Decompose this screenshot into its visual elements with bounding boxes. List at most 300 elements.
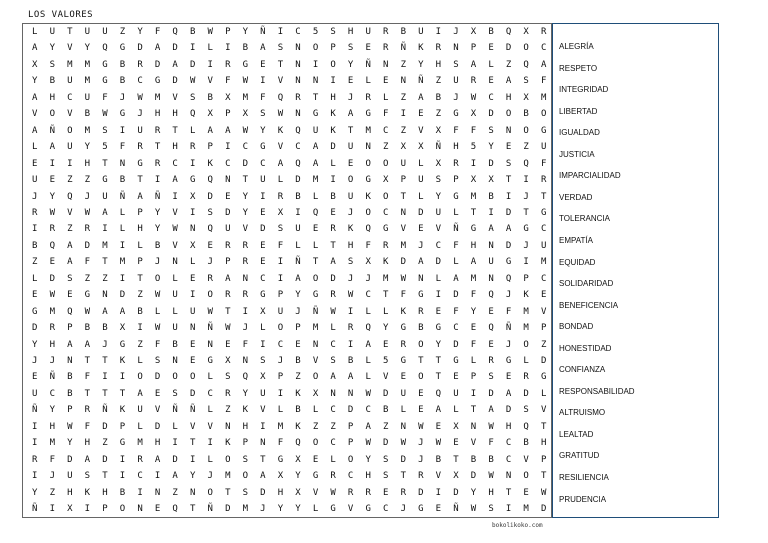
grid-letter[interactable]: R: [32, 454, 38, 465]
grid-letter[interactable]: U: [67, 142, 73, 153]
grid-letter[interactable]: C: [540, 273, 547, 284]
grid-letter[interactable]: Ñ: [49, 372, 55, 383]
grid-letter[interactable]: F: [453, 240, 459, 251]
grid-letter[interactable]: O: [137, 372, 143, 383]
grid-letter[interactable]: S: [207, 207, 213, 218]
grid-letter[interactable]: N: [505, 471, 512, 482]
grid-letter[interactable]: N: [488, 240, 494, 251]
grid-letter[interactable]: G: [102, 76, 108, 87]
grid-letter[interactable]: G: [277, 454, 284, 465]
grid-letter[interactable]: F: [470, 290, 477, 301]
grid-letter[interactable]: H: [347, 27, 354, 37]
grid-letter[interactable]: N: [400, 76, 406, 87]
grid-letter[interactable]: X: [453, 421, 459, 432]
grid-letter[interactable]: D: [505, 405, 512, 416]
grid-letter[interactable]: L: [189, 257, 196, 268]
grid-letter[interactable]: O: [347, 454, 354, 465]
grid-letter[interactable]: M: [242, 504, 249, 515]
grid-letter[interactable]: A: [32, 125, 38, 136]
grid-letter[interactable]: Z: [400, 92, 406, 103]
grid-letter[interactable]: B: [84, 109, 91, 120]
grid-letter[interactable]: N: [242, 273, 249, 284]
grid-letter[interactable]: A: [365, 339, 371, 350]
grid-letter[interactable]: T: [347, 125, 354, 136]
grid-letter[interactable]: 5: [383, 356, 389, 366]
grid-letter[interactable]: T: [505, 487, 512, 498]
grid-letter[interactable]: Ñ: [295, 257, 301, 268]
grid-letter[interactable]: V: [540, 306, 547, 317]
grid-letter[interactable]: P: [540, 323, 547, 334]
grid-letter[interactable]: D: [119, 290, 126, 301]
grid-letter[interactable]: U: [225, 224, 231, 235]
grid-letter[interactable]: K: [119, 356, 126, 366]
grid-letter[interactable]: R: [540, 27, 547, 37]
grid-letter[interactable]: L: [365, 372, 371, 383]
grid-letter[interactable]: H: [49, 421, 55, 432]
grid-letter[interactable]: W: [67, 421, 73, 432]
grid-letter[interactable]: D: [488, 388, 494, 399]
grid-letter[interactable]: Q: [242, 372, 249, 383]
grid-letter[interactable]: T: [102, 388, 108, 399]
grid-letter[interactable]: Z: [312, 421, 319, 432]
grid-letter[interactable]: N: [418, 273, 424, 284]
grid-letter[interactable]: N: [453, 43, 459, 54]
grid-letter[interactable]: Z: [102, 438, 108, 449]
grid-letter[interactable]: A: [453, 273, 459, 284]
grid-letter[interactable]: J: [347, 273, 354, 284]
grid-letter[interactable]: A: [32, 43, 38, 54]
grid-letter[interactable]: F: [383, 109, 389, 120]
grid-letter[interactable]: G: [365, 175, 371, 186]
grid-letter[interactable]: Z: [137, 339, 143, 350]
grid-letter[interactable]: D: [400, 257, 406, 268]
grid-letter[interactable]: E: [418, 109, 424, 120]
grid-letter[interactable]: L: [277, 405, 284, 416]
grid-letter[interactable]: I: [505, 191, 512, 202]
grid-letter[interactable]: M: [523, 504, 529, 515]
grid-letter[interactable]: V: [470, 438, 477, 449]
grid-letter[interactable]: M: [312, 323, 319, 334]
grid-letter[interactable]: I: [32, 421, 38, 432]
grid-letter[interactable]: S: [330, 27, 336, 37]
grid-letter[interactable]: B: [435, 92, 442, 103]
grid-letter[interactable]: O: [365, 158, 371, 169]
grid-letter[interactable]: H: [84, 158, 91, 169]
grid-letter[interactable]: J: [32, 191, 38, 202]
grid-letter[interactable]: L: [172, 306, 178, 317]
grid-letter[interactable]: E: [154, 388, 161, 399]
grid-letter[interactable]: O: [347, 175, 354, 186]
grid-letter[interactable]: U: [312, 125, 319, 136]
grid-letter[interactable]: M: [277, 421, 284, 432]
grid-letter[interactable]: V: [400, 224, 406, 235]
grid-letter[interactable]: Y: [470, 306, 477, 317]
grid-letter[interactable]: P: [119, 421, 126, 432]
grid-letter[interactable]: D: [418, 207, 424, 218]
grid-letter[interactable]: F: [365, 240, 371, 251]
grid-letter[interactable]: R: [383, 27, 389, 37]
grid-letter[interactable]: K: [84, 487, 91, 498]
grid-letter[interactable]: N: [330, 388, 336, 399]
grid-letter[interactable]: V: [260, 405, 266, 416]
grid-letter[interactable]: A: [207, 125, 213, 136]
grid-letter[interactable]: A: [172, 175, 178, 186]
grid-letter[interactable]: Y: [32, 487, 38, 498]
grid-letter[interactable]: R: [225, 388, 231, 399]
grid-letter[interactable]: T: [470, 405, 477, 416]
grid-letter[interactable]: I: [330, 175, 336, 186]
grid-letter[interactable]: C: [505, 454, 512, 465]
grid-letter[interactable]: E: [365, 43, 371, 54]
grid-letter[interactable]: Y: [347, 59, 354, 70]
grid-letter[interactable]: H: [435, 59, 442, 70]
grid-letter[interactable]: L: [172, 273, 178, 284]
grid-letter[interactable]: N: [119, 158, 126, 169]
grid-letter[interactable]: L: [470, 356, 477, 366]
grid-letter[interactable]: S: [172, 388, 178, 399]
grid-letter[interactable]: D: [225, 207, 231, 218]
grid-letter[interactable]: L: [207, 454, 213, 465]
grid-letter[interactable]: E: [418, 388, 424, 399]
grid-letter[interactable]: L: [32, 142, 38, 153]
grid-letter[interactable]: I: [277, 27, 284, 37]
grid-letter[interactable]: A: [32, 92, 38, 103]
grid-letter[interactable]: K: [119, 405, 126, 416]
grid-letter[interactable]: S: [277, 224, 284, 235]
grid-letter[interactable]: A: [418, 92, 424, 103]
grid-letter[interactable]: X: [295, 487, 301, 498]
grid-letter[interactable]: J: [49, 471, 55, 482]
grid-letter[interactable]: R: [295, 92, 301, 103]
grid-letter[interactable]: Y: [49, 191, 55, 202]
grid-letter[interactable]: E: [260, 257, 266, 268]
grid-letter[interactable]: S: [347, 43, 354, 54]
grid-letter[interactable]: U: [488, 257, 494, 268]
grid-letter[interactable]: F: [540, 158, 547, 169]
grid-letter[interactable]: V: [347, 504, 354, 515]
grid-letter[interactable]: I: [260, 191, 266, 202]
grid-letter[interactable]: S: [347, 257, 354, 268]
grid-letter[interactable]: L: [365, 356, 371, 366]
grid-letter[interactable]: F: [84, 421, 91, 432]
grid-letter[interactable]: H: [154, 438, 161, 449]
grid-letter[interactable]: Q: [189, 109, 196, 120]
grid-letter[interactable]: R: [242, 290, 249, 301]
grid-letter[interactable]: C: [260, 158, 266, 169]
grid-letter[interactable]: R: [400, 339, 406, 350]
grid-letter[interactable]: M: [154, 92, 161, 103]
grid-letter[interactable]: I: [189, 158, 196, 169]
grid-letter[interactable]: Y: [418, 59, 424, 70]
grid-letter[interactable]: U: [49, 27, 55, 37]
grid-letter[interactable]: V: [312, 356, 319, 366]
grid-letter[interactable]: R: [365, 92, 371, 103]
grid-letter[interactable]: L: [189, 125, 196, 136]
grid-letter[interactable]: X: [207, 109, 213, 120]
grid-letter[interactable]: W: [207, 27, 213, 37]
grid-letter[interactable]: R: [330, 471, 336, 482]
grid-letter[interactable]: B: [488, 191, 494, 202]
grid-letter[interactable]: E: [330, 207, 336, 218]
grid-letter[interactable]: F: [400, 290, 406, 301]
grid-letter[interactable]: R: [137, 142, 143, 153]
grid-letter[interactable]: L: [400, 405, 406, 416]
grid-letter[interactable]: C: [365, 290, 371, 301]
grid-letter[interactable]: H: [347, 240, 354, 251]
grid-letter[interactable]: H: [540, 438, 547, 449]
grid-letter[interactable]: W: [470, 504, 477, 515]
grid-letter[interactable]: H: [277, 487, 284, 498]
grid-letter[interactable]: E: [488, 43, 494, 54]
grid-letter[interactable]: Y: [365, 454, 371, 465]
grid-letter[interactable]: K: [365, 191, 371, 202]
grid-letter[interactable]: D: [102, 421, 108, 432]
grid-letter[interactable]: I: [154, 471, 161, 482]
grid-letter[interactable]: W: [330, 487, 336, 498]
grid-letter[interactable]: X: [189, 191, 196, 202]
grid-letter[interactable]: U: [540, 142, 547, 153]
grid-letter[interactable]: E: [505, 372, 512, 383]
grid-letter[interactable]: R: [32, 207, 38, 218]
grid-letter[interactable]: H: [453, 142, 459, 153]
grid-letter[interactable]: R: [383, 43, 389, 54]
grid-letter[interactable]: I: [470, 158, 477, 169]
grid-letter[interactable]: Ñ: [453, 224, 459, 235]
grid-letter[interactable]: W: [154, 290, 161, 301]
grid-letter[interactable]: R: [207, 273, 213, 284]
grid-letter[interactable]: U: [277, 306, 284, 317]
grid-letter[interactable]: T: [137, 175, 143, 186]
grid-letter[interactable]: N: [295, 76, 301, 87]
grid-letter[interactable]: W: [277, 109, 284, 120]
grid-letter[interactable]: S: [488, 504, 494, 515]
grid-letter[interactable]: K: [295, 421, 301, 432]
grid-letter[interactable]: Y: [242, 27, 249, 37]
grid-letter[interactable]: Y: [260, 125, 266, 136]
grid-letter[interactable]: D: [172, 43, 178, 54]
grid-letter[interactable]: G: [435, 323, 442, 334]
grid-letter[interactable]: G: [312, 109, 319, 120]
grid-letter[interactable]: P: [347, 421, 354, 432]
grid-letter[interactable]: M: [67, 59, 73, 70]
grid-letter[interactable]: H: [330, 92, 336, 103]
grid-letter[interactable]: V: [312, 487, 319, 498]
grid-letter[interactable]: Y: [435, 191, 442, 202]
grid-letter[interactable]: X: [260, 306, 266, 317]
grid-letter[interactable]: A: [172, 59, 178, 70]
grid-letter[interactable]: T: [67, 27, 73, 37]
grid-letter[interactable]: T: [470, 207, 477, 218]
grid-letter[interactable]: P: [67, 323, 73, 334]
grid-letter[interactable]: I: [435, 290, 442, 301]
grid-letter[interactable]: K: [330, 109, 336, 120]
grid-letter[interactable]: U: [67, 471, 73, 482]
grid-letter[interactable]: E: [207, 240, 213, 251]
grid-letter[interactable]: Ñ: [207, 323, 213, 334]
grid-letter[interactable]: Y: [295, 290, 301, 301]
grid-letter[interactable]: J: [207, 471, 213, 482]
grid-letter[interactable]: M: [540, 257, 547, 268]
grid-letter[interactable]: T: [102, 257, 108, 268]
grid-letter[interactable]: N: [470, 421, 477, 432]
grid-letter[interactable]: M: [540, 92, 547, 103]
grid-letter[interactable]: O: [523, 471, 529, 482]
grid-letter[interactable]: R: [383, 240, 389, 251]
grid-letter[interactable]: W: [400, 273, 406, 284]
grid-letter[interactable]: I: [119, 471, 126, 482]
grid-letter[interactable]: F: [470, 125, 477, 136]
grid-letter[interactable]: D: [49, 273, 55, 284]
grid-letter[interactable]: E: [312, 454, 319, 465]
grid-letter[interactable]: N: [400, 207, 406, 218]
grid-letter[interactable]: A: [277, 158, 284, 169]
grid-letter[interactable]: S: [189, 92, 196, 103]
grid-letter[interactable]: L: [295, 240, 301, 251]
grid-letter[interactable]: P: [277, 290, 284, 301]
grid-letter[interactable]: C: [347, 471, 354, 482]
grid-letter[interactable]: G: [84, 290, 91, 301]
grid-letter[interactable]: R: [225, 59, 231, 70]
grid-letter[interactable]: N: [172, 257, 178, 268]
grid-letter[interactable]: I: [67, 158, 73, 169]
grid-letter[interactable]: N: [67, 356, 73, 366]
grid-letter[interactable]: T: [505, 175, 512, 186]
grid-letter[interactable]: W: [189, 76, 196, 87]
grid-letter[interactable]: V: [540, 405, 547, 416]
grid-letter[interactable]: A: [540, 59, 547, 70]
grid-letter[interactable]: V: [418, 125, 424, 136]
grid-letter[interactable]: E: [189, 356, 196, 366]
grid-letter[interactable]: N: [189, 323, 196, 334]
grid-letter[interactable]: E: [49, 175, 55, 186]
grid-letter[interactable]: I: [505, 504, 512, 515]
grid-letter[interactable]: N: [400, 421, 406, 432]
grid-letter[interactable]: G: [418, 504, 424, 515]
grid-letter[interactable]: V: [523, 454, 529, 465]
grid-letter[interactable]: C: [540, 224, 547, 235]
grid-letter[interactable]: A: [102, 306, 108, 317]
grid-letter[interactable]: I: [32, 224, 38, 235]
grid-letter[interactable]: G: [453, 109, 459, 120]
grid-letter[interactable]: M: [470, 273, 477, 284]
grid-letter[interactable]: F: [84, 257, 91, 268]
grid-letter[interactable]: Y: [277, 504, 284, 515]
grid-letter[interactable]: Z: [84, 273, 91, 284]
grid-letter[interactable]: X: [435, 125, 442, 136]
grid-letter[interactable]: Y: [488, 142, 494, 153]
grid-letter[interactable]: M: [470, 191, 477, 202]
grid-letter[interactable]: B: [488, 454, 494, 465]
grid-letter[interactable]: X: [365, 257, 371, 268]
grid-letter[interactable]: Y: [32, 339, 38, 350]
grid-letter[interactable]: K: [225, 438, 231, 449]
grid-letter[interactable]: U: [32, 388, 38, 399]
grid-letter[interactable]: N: [137, 504, 143, 515]
grid-letter[interactable]: G: [207, 356, 213, 366]
grid-letter[interactable]: H: [137, 224, 143, 235]
grid-letter[interactable]: J: [277, 356, 284, 366]
grid-letter[interactable]: O: [383, 158, 389, 169]
grid-letter[interactable]: I: [154, 175, 161, 186]
grid-letter[interactable]: I: [189, 207, 196, 218]
grid-letter[interactable]: D: [225, 504, 231, 515]
grid-letter[interactable]: U: [189, 306, 196, 317]
grid-letter[interactable]: M: [84, 125, 91, 136]
grid-letter[interactable]: X: [189, 240, 196, 251]
grid-letter[interactable]: I: [225, 142, 231, 153]
grid-letter[interactable]: 5: [470, 142, 477, 153]
grid-letter[interactable]: U: [172, 323, 178, 334]
grid-letter[interactable]: H: [172, 109, 178, 120]
grid-letter[interactable]: W: [347, 290, 354, 301]
grid-letter[interactable]: O: [312, 43, 319, 54]
grid-letter[interactable]: P: [225, 109, 231, 120]
grid-letter[interactable]: H: [102, 487, 108, 498]
grid-letter[interactable]: M: [523, 306, 529, 317]
grid-letter[interactable]: G: [32, 306, 38, 317]
grid-letter[interactable]: P: [225, 257, 231, 268]
grid-letter[interactable]: R: [225, 240, 231, 251]
grid-letter[interactable]: A: [347, 109, 354, 120]
grid-letter[interactable]: G: [189, 175, 196, 186]
grid-letter[interactable]: L: [312, 191, 319, 202]
grid-letter[interactable]: A: [119, 306, 126, 317]
grid-letter[interactable]: M: [49, 306, 55, 317]
grid-letter[interactable]: G: [523, 224, 529, 235]
grid-letter[interactable]: X: [470, 109, 477, 120]
grid-letter[interactable]: X: [67, 504, 73, 515]
grid-letter[interactable]: D: [172, 76, 178, 87]
grid-letter[interactable]: B: [172, 339, 178, 350]
grid-letter[interactable]: J: [102, 339, 108, 350]
grid-letter[interactable]: W: [172, 224, 178, 235]
grid-letter[interactable]: I: [347, 306, 354, 317]
grid-letter[interactable]: Y: [49, 43, 55, 54]
grid-letter[interactable]: O: [523, 125, 529, 136]
grid-letter[interactable]: P: [207, 142, 213, 153]
grid-letter[interactable]: I: [172, 438, 178, 449]
grid-letter[interactable]: U: [84, 92, 91, 103]
grid-letter[interactable]: P: [137, 257, 143, 268]
grid-letter[interactable]: E: [312, 224, 319, 235]
grid-letter[interactable]: I: [119, 273, 126, 284]
grid-letter[interactable]: O: [189, 372, 196, 383]
grid-letter[interactable]: C: [330, 339, 336, 350]
grid-letter[interactable]: Q: [523, 59, 529, 70]
grid-letter[interactable]: C: [330, 438, 336, 449]
grid-letter[interactable]: Y: [32, 76, 38, 87]
grid-letter[interactable]: M: [84, 59, 91, 70]
grid-letter[interactable]: O: [242, 471, 249, 482]
grid-letter[interactable]: J: [505, 290, 512, 301]
grid-letter[interactable]: C: [540, 43, 547, 54]
grid-letter[interactable]: E: [189, 339, 196, 350]
grid-letter[interactable]: F: [505, 306, 512, 317]
grid-letter[interactable]: B: [295, 356, 301, 366]
grid-letter[interactable]: Q: [488, 290, 494, 301]
grid-letter[interactable]: D: [189, 59, 196, 70]
grid-letter[interactable]: B: [49, 76, 55, 87]
grid-letter[interactable]: A: [67, 257, 73, 268]
grid-letter[interactable]: X: [225, 356, 231, 366]
grid-letter[interactable]: Q: [295, 158, 301, 169]
grid-letter[interactable]: E: [32, 290, 38, 301]
grid-letter[interactable]: F: [49, 454, 55, 465]
grid-letter[interactable]: U: [347, 191, 354, 202]
grid-letter[interactable]: B: [470, 454, 477, 465]
grid-letter[interactable]: S: [488, 125, 494, 136]
grid-letter[interactable]: W: [365, 438, 371, 449]
